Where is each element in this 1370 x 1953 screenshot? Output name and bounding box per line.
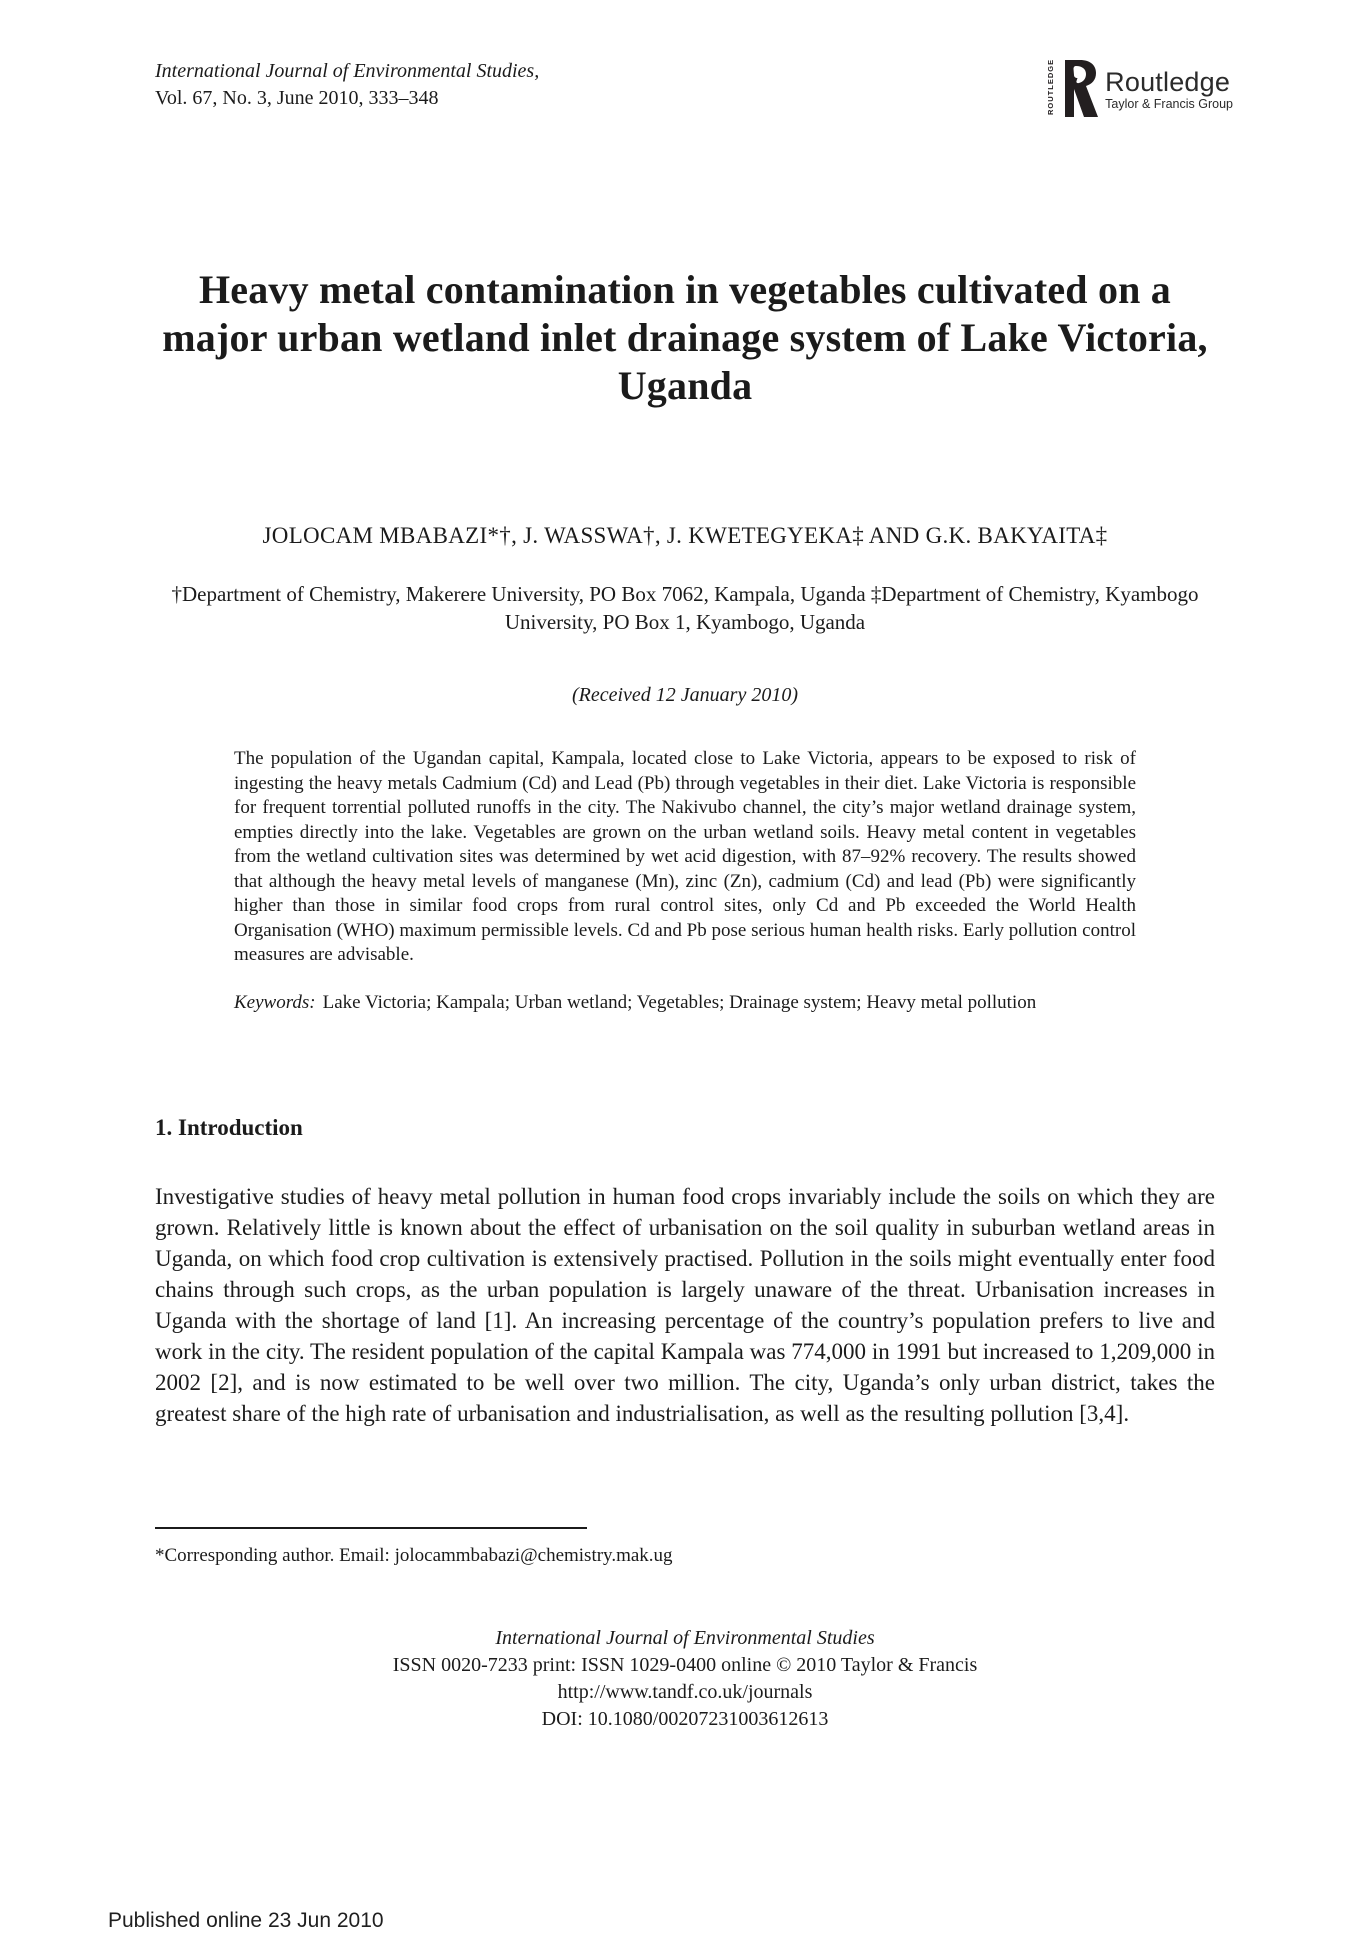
author-line: JOLOCAM MBABAZI*†, J. WASSWA†, J. KWETEGYEKA‡ AND G.K. BAKYAITA‡ <box>262 523 1108 548</box>
article-title: Heavy metal contamination in vegetables cultivated on a major urban wetland inlet drainage system of Lake Victoria, Uganda <box>162 267 1208 408</box>
section-heading-introduction: 1. Introduction <box>155 1114 303 1140</box>
imprint-footer <box>155 1625 1215 1733</box>
corresponding-author-footnote: *Corresponding author. Email: jolocammbabazi@chemistry.mak.ug <box>155 1544 673 1566</box>
footnote-divider <box>155 1527 587 1529</box>
taylor-francis-tagline: Taylor & Francis Group <box>1105 96 1233 111</box>
page-header <box>155 0 1233 118</box>
journal-info <box>155 58 539 112</box>
footer-url: http://www.tandf.co.uk/journals <box>557 1680 813 1703</box>
footer-journal-name: International Journal of Environmental Studies <box>495 1626 875 1649</box>
keywords-label: Keywords: <box>234 991 316 1013</box>
introduction-paragraph: Investigative studies of heavy metal pollution in human food crops invariably include the soils on which they are grown. Relatively little is known about the effect of urbanisation on the soil quality in suburban wetland areas in Uganda, on which food crop cultivation is extensively practised. Pollution in the soils might eventually enter food chains through such crops, as the urban population is largely unaware of the threat. Urbanisation increases in Uganda with the shortage of land [1]. An increasing percentage of the country’s population prefers to live and work in the city. The resident population of the capital Kampala was 774,000 in 1991 but increased to 1,209,000 in 2002 [2], and is now estimated to be well over two million. The city, Uganda’s only urban district, takes the greatest share of the high rate of urbanisation and industrialisation, as well as the resulting pollution [3,4]. <box>155 1183 1215 1426</box>
keywords-text: Lake Victoria; Kampala; Urban wetland; Vegetables; Drainage system; Heavy metal pollution <box>322 991 1037 1013</box>
journal-name: International Journal of Environmental Studies, <box>155 60 540 82</box>
abstract-paragraph: The population of the Ugandan capital, Kampala, located close to Lake Victoria, appears to be exposed to risk of ingesting the heavy metals Cadmium (Cd) and Lead (Pb) through vegetables in their diet. Lake Victoria is responsible for frequent torrential polluted runoffs in the city. The Nakivubo channel, the city’s major wetland drainage system, empties directly into the lake. Vegetables are grown on the urban wetland soils. Heavy metal content in vegetables from the wetland cultivation sites was determined by wet acid digestion, with 87–92% recovery. The results showed that although the heavy metal levels of manganese (Mn), zinc (Zn), cadmium (Cd) and lead (Pb) were significantly higher than those in similar food crops from rural control sites, only Cd and Pb exceeded the World Health Organisation (WHO) maximum permissible levels. Cd and Pb pose serious human health risks. Early pollution control measures are advisable. <box>234 748 1136 965</box>
footer-doi: DOI: 10.1080/00207231003612613 <box>541 1707 829 1730</box>
footnote-block <box>155 1527 1215 1567</box>
routledge-brand-text: Routledge <box>1105 66 1231 97</box>
published-online-stamp: Published online 23 Jun 2010 <box>108 1909 384 1932</box>
routledge-vertical-text: ROUTLEDGE <box>1046 58 1056 115</box>
affiliations: †Department of Chemistry, Makerere University, PO Box 7062, Kampala, Uganda ‡Department of Chemistry, Kyambogo University, PO Box 1, Kyambogo, Uganda <box>171 582 1199 634</box>
routledge-wordmark <box>1105 67 1233 112</box>
routledge-r-icon <box>1062 60 1098 118</box>
routledge-logo <box>1046 60 1233 118</box>
footer-issn-line: ISSN 0020-7233 print: ISSN 1029-0400 online © 2010 Taylor & Francis <box>392 1653 978 1676</box>
keywords-line <box>234 990 1136 1015</box>
issue-info: Vol. 67, No. 3, June 2010, 333–348 <box>155 87 439 109</box>
received-date: (Received 12 January 2010) <box>571 684 798 706</box>
